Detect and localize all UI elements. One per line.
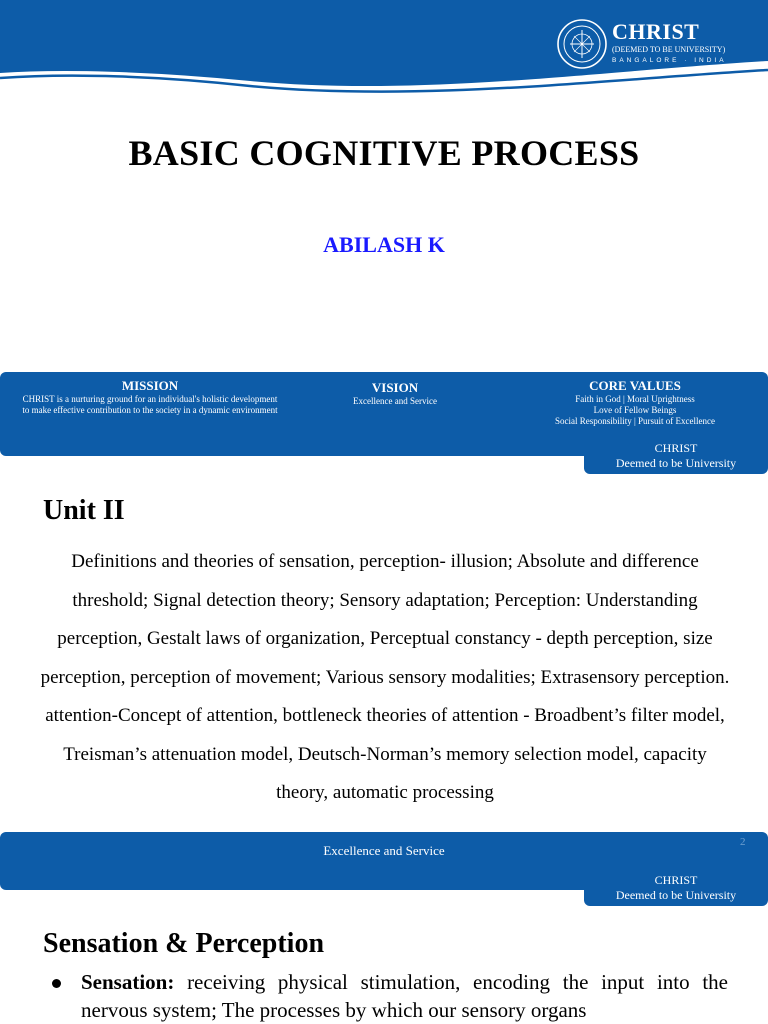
vision-heading: VISION (371, 380, 419, 395)
bullet-term: Sensation: (81, 970, 175, 994)
mission-block (20, 378, 280, 416)
logo-location: BANGALORE · INDIA (612, 57, 727, 64)
footer-tab-name: CHRIST (654, 873, 698, 887)
university-tab-status: Deemed to be University (615, 456, 737, 470)
core-values-heading: CORE VALUES (589, 378, 681, 393)
bullet-item (81, 968, 728, 1024)
core-values-line-3: Social Responsibility | Pursuit of Excellence (554, 416, 716, 426)
author-name: ABILASH K (323, 232, 445, 257)
core-values-line-2: Love of Fellow Beings (593, 405, 677, 415)
section-heading: Sensation & Perception (43, 928, 325, 959)
bullet-description: receiving physical stimulation, encoding the input into the nervous system; The processes by which our sensory organs (81, 970, 728, 1022)
university-tab-name: CHRIST (654, 441, 698, 455)
bullet-icon (52, 979, 61, 988)
logo-subtitle: (DEEMED TO BE UNIVERSITY) (612, 45, 726, 54)
mission-heading: MISSION (121, 378, 179, 393)
christ-logo (556, 18, 726, 70)
footer-tab-status: Deemed to be University (615, 888, 737, 902)
slide-title: BASIC COGNITIVE PROCESS (128, 133, 640, 173)
core-values-line-1: Faith in God | Moral Uprightness (575, 394, 695, 404)
footer-tagline: Excellence and Service (323, 843, 445, 858)
vision-text: Excellence and Service (353, 396, 437, 406)
core-values-block (520, 378, 750, 427)
page-number: 2 (740, 836, 746, 848)
unit-heading: Unit II (43, 495, 125, 526)
university-seal-icon (556, 18, 608, 70)
unit-syllabus-text: Definitions and theories of sensation, perception- illusion; Absolute and difference threshold; Signal detection theory; Sensory adaptation; Perception: Understanding perception, Gestalt laws of organization, Perceptual constancy - depth perception, size perception, perception of movement; Various sensory modalities; Extrasensory perception. attention-Concept of attention, bottleneck theories of attention - Broadbent’s filter model, Treisman’s attenuation model, Deutsch-Norman’s memory selection model, capacity theory, automatic processing (40, 551, 730, 803)
vision-block (320, 380, 470, 407)
mission-text: CHRIST is a nurturing ground for an individual's holistic development to make effective contribution to the society in a dynamic environment (22, 394, 278, 415)
footer-university-tab (584, 872, 768, 906)
university-tab (584, 440, 768, 474)
logo-name: CHRIST (612, 19, 700, 44)
